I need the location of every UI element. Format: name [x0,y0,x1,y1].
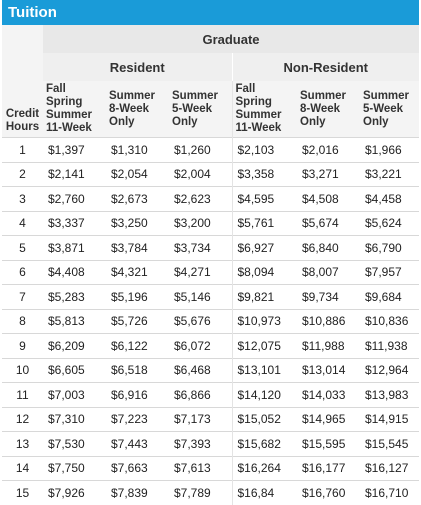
header-graduate: Graduate [43,25,419,53]
table-row [2,358,419,383]
tuition-cell: $6,072 [169,334,232,359]
tuition-cell: $8,007 [297,260,360,285]
tuition-cell: $6,840 [297,236,360,261]
tuition-cell: $5,196 [106,285,169,310]
tuition-cell: $5,676 [169,309,232,334]
table-row [2,432,419,457]
tuition-cell: $4,321 [106,260,169,285]
credit-hours-cell: 12 [2,407,43,432]
tuition-cell: $7,443 [106,432,169,457]
tuition-cell: $5,761 [232,211,297,236]
tuition-cell: $3,871 [43,236,106,261]
tuition-cell: $3,358 [232,162,297,187]
credit-hours-cell: 5 [2,236,43,261]
tuition-cell: $6,518 [106,358,169,383]
credit-hours-cell: 6 [2,260,43,285]
tuition-cell: $7,957 [360,260,419,285]
tuition-cell: $13,983 [360,383,419,408]
tuition-table [2,25,419,505]
tuition-cell: $4,595 [232,187,297,212]
tuition-cell: $3,734 [169,236,232,261]
tuition-cell: $13,101 [232,358,297,383]
tuition-cell: $2,004 [169,162,232,187]
tuition-cell: $2,673 [106,187,169,212]
table-row [2,187,419,212]
tuition-cell: $15,682 [232,432,297,457]
tuition-cell: $16,84 [232,481,297,505]
tuition-cell: $5,624 [360,211,419,236]
credit-hours-cell: 10 [2,358,43,383]
tuition-cell: $11,988 [297,334,360,359]
credit-hours-cell: 2 [2,162,43,187]
credit-hours-cell: 7 [2,285,43,310]
tuition-cell: $10,973 [232,309,297,334]
header-col-res-fall: Fall Spring Summer 11-Week [43,81,106,138]
tuition-cell: $6,916 [106,383,169,408]
tuition-cell: $7,223 [106,407,169,432]
table-row [2,236,419,261]
tuition-cell: $8,094 [232,260,297,285]
table-row [2,407,419,432]
header-corner-2 [2,53,43,81]
credit-hours-cell: 8 [2,309,43,334]
credit-hours-cell: 1 [2,138,43,163]
tuition-cell: $4,458 [360,187,419,212]
credit-hours-cell: 11 [2,383,43,408]
tuition-cell: $5,146 [169,285,232,310]
tuition-cell: $7,663 [106,456,169,481]
tuition-cell: $16,177 [297,456,360,481]
tuition-cell: $12,075 [232,334,297,359]
tuition-cell: $10,836 [360,309,419,334]
tuition-cell: $4,508 [297,187,360,212]
table-row [2,334,419,359]
tuition-cell: $7,839 [106,481,169,505]
tuition-cell: $14,120 [232,383,297,408]
tuition-cell: $6,927 [232,236,297,261]
tuition-cell: $14,915 [360,407,419,432]
table-row [2,211,419,236]
tuition-cell: $6,209 [43,334,106,359]
header-col-nonres-8week: Summer 8-Week Only [297,81,360,138]
tuition-cell: $2,623 [169,187,232,212]
header-corner [2,25,43,53]
tuition-cell: $7,003 [43,383,106,408]
credit-hours-cell: 4 [2,211,43,236]
credit-hours-cell: 14 [2,456,43,481]
tuition-cell: $14,033 [297,383,360,408]
table-row [2,285,419,310]
header-col-res-8week: Summer 8-Week Only [106,81,169,138]
tuition-cell: $7,926 [43,481,106,505]
tuition-cell: $5,283 [43,285,106,310]
tuition-cell: $7,393 [169,432,232,457]
tuition-cell: $2,103 [232,138,297,163]
tuition-cell: $2,054 [106,162,169,187]
tuition-cell: $6,790 [360,236,419,261]
tuition-cell: $9,684 [360,285,419,310]
table-row [2,309,419,334]
tuition-cell: $3,250 [106,211,169,236]
header-col-res-5week: Summer 5-Week Only [169,81,232,138]
tuition-cell: $6,866 [169,383,232,408]
table-row [2,162,419,187]
tuition-cell: $5,726 [106,309,169,334]
tuition-cell: $14,965 [297,407,360,432]
tuition-cell: $15,595 [297,432,360,457]
tuition-cell: $13,014 [297,358,360,383]
tuition-cell: $12,964 [360,358,419,383]
tuition-cell: $10,886 [297,309,360,334]
tuition-cell: $7,789 [169,481,232,505]
tuition-cell: $15,052 [232,407,297,432]
table-row [2,138,419,163]
tuition-cell: $1,966 [360,138,419,163]
tuition-cell: $3,337 [43,211,106,236]
tuition-cell: $5,813 [43,309,106,334]
tuition-cell: $5,674 [297,211,360,236]
tuition-cell: $3,200 [169,211,232,236]
credit-hours-cell: 15 [2,481,43,505]
tuition-cell: $16,760 [297,481,360,505]
tuition-cell: $1,397 [43,138,106,163]
tuition-cell: $16,264 [232,456,297,481]
table-row [2,481,419,505]
header-col-nonres-fall: Fall Spring Summer 11-Week [232,81,297,138]
tuition-cell: $3,221 [360,162,419,187]
tuition-cell: $6,468 [169,358,232,383]
tuition-cell: $7,173 [169,407,232,432]
tuition-cell: $15,545 [360,432,419,457]
tuition-cell: $16,127 [360,456,419,481]
tuition-cell: $9,821 [232,285,297,310]
tuition-cell: $7,310 [43,407,106,432]
table-row [2,456,419,481]
tuition-cell: $3,271 [297,162,360,187]
tuition-cell: $1,260 [169,138,232,163]
tuition-cell: $2,760 [43,187,106,212]
tuition-cell: $6,605 [43,358,106,383]
tuition-cell: $4,408 [43,260,106,285]
tuition-table-body [2,138,419,505]
tuition-cell: $9,734 [297,285,360,310]
credit-hours-cell: 9 [2,334,43,359]
tuition-cell: $7,750 [43,456,106,481]
tuition-cell: $2,141 [43,162,106,187]
tuition-cell: $6,122 [106,334,169,359]
tuition-cell: $1,310 [106,138,169,163]
section-title: Tuition [2,0,419,25]
header-credit-hours: Credit Hours [2,81,43,138]
tuition-cell: $16,710 [360,481,419,505]
tuition-cell: $7,613 [169,456,232,481]
tuition-cell: $11,938 [360,334,419,359]
tuition-cell: $3,784 [106,236,169,261]
tuition-cell: $2,016 [297,138,360,163]
table-row [2,260,419,285]
header-col-nonres-5week: Summer 5-Week Only [360,81,419,138]
tuition-cell: $7,530 [43,432,106,457]
credit-hours-cell: 13 [2,432,43,457]
header-resident: Resident [43,53,232,81]
table-row [2,383,419,408]
header-non-resident: Non-Resident [232,53,419,81]
tuition-cell: $4,271 [169,260,232,285]
credit-hours-cell: 3 [2,187,43,212]
